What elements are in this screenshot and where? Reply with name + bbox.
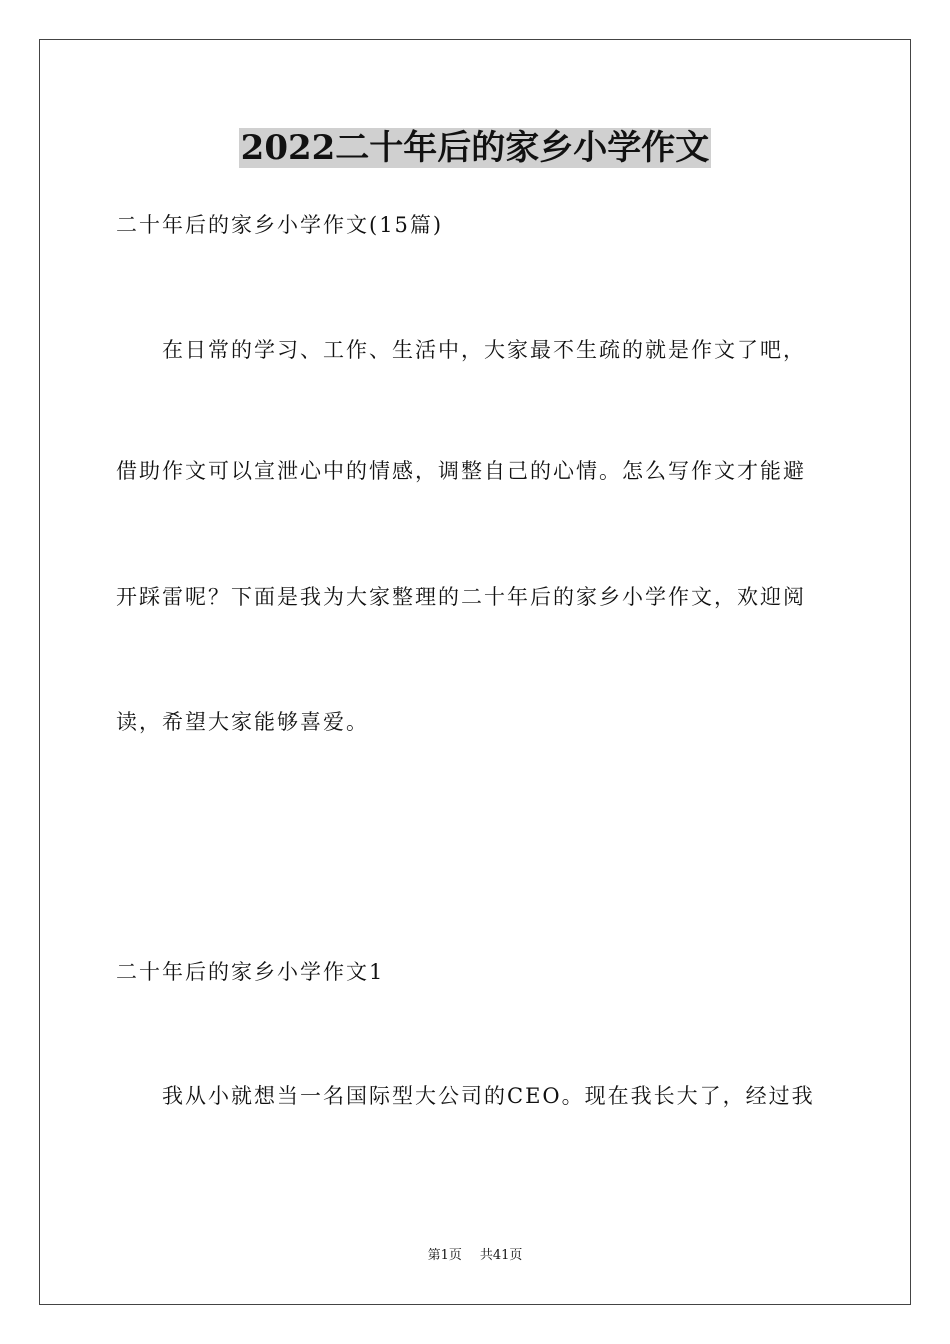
section-line-1: 我从小就想当一名国际型大公司的CEO。现在我长大了，经过我 — [116, 1084, 815, 1108]
intro-line-3: 开踩雷呢？下面是我为大家整理的二十年后的家乡小学作文，欢迎阅 — [116, 585, 806, 609]
intro-line-1: 在日常的学习、工作、生活中，大家最不生疏的就是作文了吧， — [116, 338, 806, 362]
document-subtitle: 二十年后的家乡小学作文(15篇) — [116, 213, 444, 237]
document-title: 2022二十年后的家乡小学作文 — [240, 128, 710, 168]
intro-line-2: 借助作文可以宣泄心中的情感，调整自己的心情。怎么写作文才能避 — [116, 459, 806, 483]
page-total: 共41页 — [479, 1248, 523, 1263]
page-footer — [0, 1248, 950, 1264]
page-number: 第1页 — [427, 1248, 462, 1263]
title-container — [0, 128, 950, 168]
intro-line-4: 读，希望大家能够喜爱。 — [116, 710, 369, 734]
section-heading: 二十年后的家乡小学作文1 — [116, 960, 385, 984]
